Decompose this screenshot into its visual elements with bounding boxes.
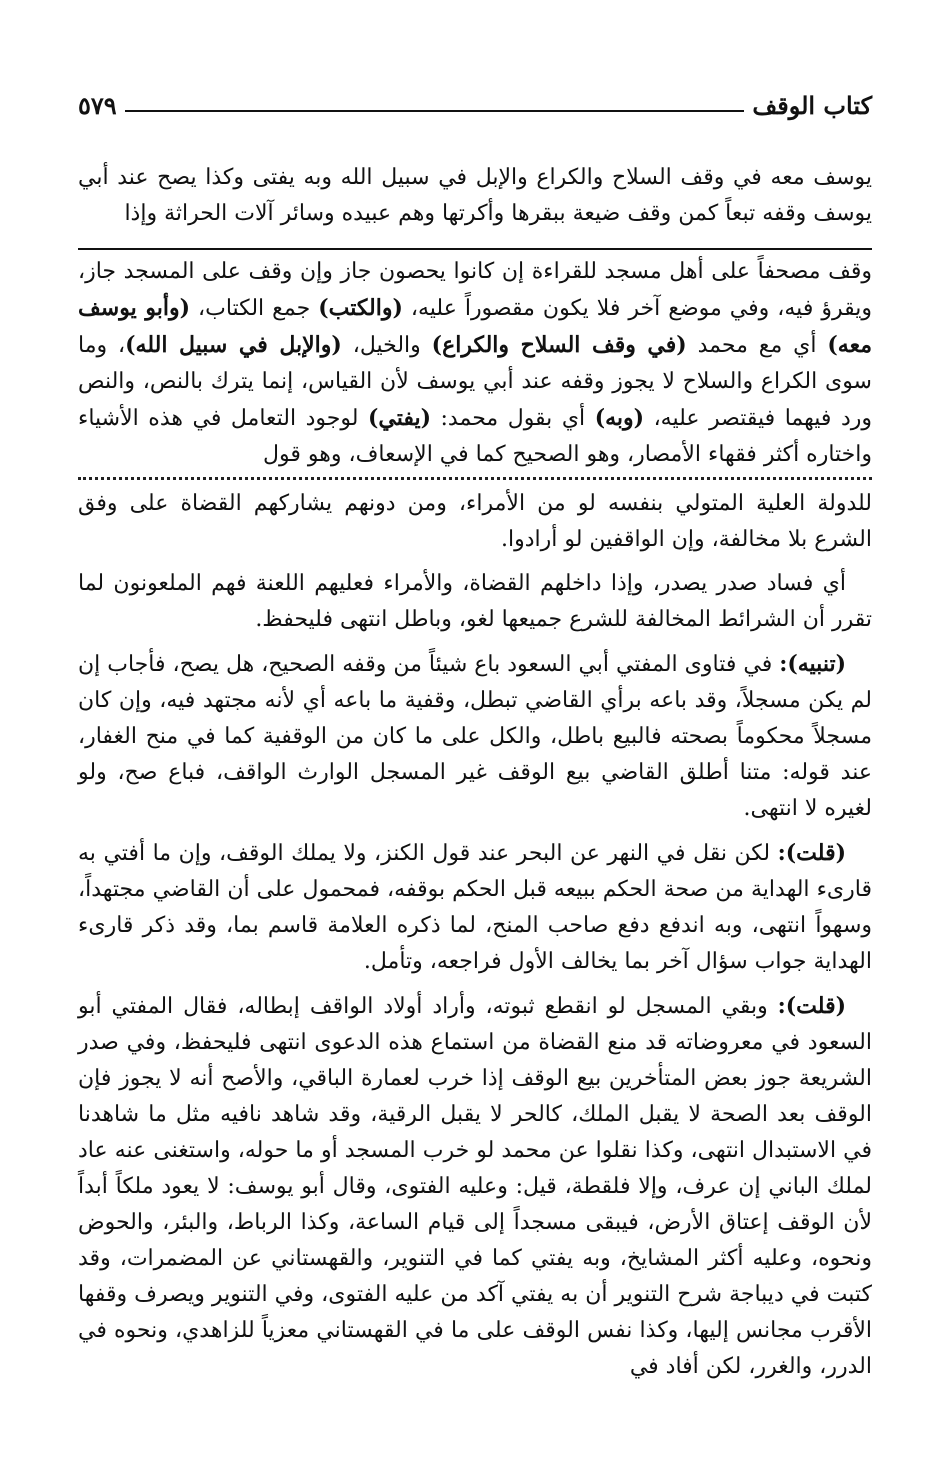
sharh-seg-3: أي مع محمد	[686, 333, 828, 358]
sharh-seg-5: ، وما سوى الكراع والسلاح لا يجوز وقفه عند أبي يوسف لأن القياس، إنما يترك بالنص، والنص ورد فيهما فيقتصر عليه،	[78, 333, 872, 431]
takmila-section	[78, 486, 872, 1385]
sharh-keyword-6: (يفتي)	[367, 405, 431, 431]
sharh-seg-4: والخيل،	[341, 333, 432, 358]
sharh-text	[78, 254, 872, 473]
header-rule	[125, 110, 745, 112]
qultu-heading-2: (قلت):	[777, 993, 846, 1019]
book-page	[78, 82, 872, 1393]
sharh-seg-1: وقف مصحفاً على أهل مسجد للقراءة إن كانوا يحصون جاز وإن وقف على المسجد جاز، ويقرؤ فيه، وفي موضع آخر فلا يكون مقصوراً عليه،	[78, 259, 872, 321]
takmila-paragraph-5	[78, 988, 872, 1385]
takmila-paragraph-1: للدولة العلية المتولي بنفسه لو من الأمراء، ومن دونهم يشاركهم القضاة على وفق الشرع بلا مخالفة، وإن الواقفين لو أرادوا.	[78, 491, 872, 552]
takmila-paragraph-3-body: في فتاوى المفتي أبي السعود باع شيئاً من وقفه الصحيح، هل يصح، فأجاب إن لم يكن مسجلاً، وقد باعه برأي القاضي تبطل، وقفية ما باعه أي لأنه مجتهد فيه، وإن كان مسجلاً محكوماً بصحته فالبيع باطل، والكل على ما كان من الوقفية كما في منح الغفار، عند قوله: متنا أطلق القاضي بيع الوقف غير المسجل الوارث الواقف، فباع صح، ولو لغيره لا انتهى.	[78, 652, 872, 821]
sharh-seg-2: جمع الكتاب،	[190, 296, 319, 321]
takmila-paragraph-3	[78, 646, 872, 827]
qultu-heading-1: (قلت):	[777, 840, 846, 866]
sharh-keyword-5: (وبه)	[594, 405, 645, 431]
sharh-keyword-4: (والإبل في سبيل الله)	[125, 332, 342, 358]
takmila-paragraph-2: أي فساد صدر يصدر، وإذا داخلهم القضاة، والأمراء فعليهم اللعنة فهم الملعونون لما تقرر أن الشرائط المخالفة للشرع جميعها لغو، وباطل انتهى فليحفظ.	[78, 571, 872, 632]
sharh-seg-6: أي بقول محمد:	[431, 406, 595, 431]
page-header	[78, 82, 872, 118]
sharh-divider-dotted	[78, 477, 872, 480]
sharh-keyword-2: (وأبو يوسف معه)	[78, 295, 872, 358]
sharh-keyword-1: (والكتب)	[318, 295, 403, 321]
tanbih-heading: (تنبيه):	[779, 651, 846, 677]
matn-text: يوسف معه في وقف السلاح والكراع والإبل في سبيل الله وبه يفتى وكذا يصح عند أبي يوسف وقفه تبعاً كمن وقف ضيعة ببقرها وأكرتها وهم عبيده وسائر آلات الحراثة وإذا	[78, 165, 872, 226]
running-title: كتاب الوقف	[752, 91, 872, 120]
page-number: ٥٧٩	[78, 91, 117, 120]
takmila-paragraph-4-body: لكن نقل في النهر عن البحر عند قول الكنز، ولا يملك الوقف، وإن ما أفتي به قارىء الهداية من صحة الحكم ببيعه قبل الحكم بوقفه، فمحمول على أن القاضي مجتهداً، وسهواً انتهى، وبه اندفع دفع صاحب المنح، لما ذكره العلامة قاسم بما، وقد ذكر قارىء الهداية جواب سؤال آخر بما يخالف الأول فراجعه، وتأمل.	[78, 841, 872, 974]
matn-divider-rule	[78, 248, 872, 250]
takmila-paragraph-5-body: وبقي المسجل لو انقطع ثبوته، وأراد أولاد الواقف إبطاله، فقال المفتي أبو السعود في معروضاته قد منع القضاة من استماع هذه الدعوى انتهى فليحفظ، وفي صدر الشريعة جوز بعض المتأخرين بيع الوقف إذا خرب لعمارة الباقي، والأصح أنه لا يجوز فإن الوقف بعد الصحة لا يقبل الملك، كالحر لا يقبل الرقية، وقد شاهد نافيه مثل ما شاهدنا في الاستبدال انتهى، وكذا نقلوا عن محمد لو خرب المسجد أو ما حوله، واستغنى عنه عاد لملك الباني إن عرف، وإلا فلقطة، قيل: وعليه الفتوى، وقال أبو يوسف: لا يعود ملكاً أبداً لأن الوقف إعتاق الأرض، فيبقى مسجداً إلى قيام الساعة، وكذا الرباط، والبئر، والحوض ونحوه، وعليه أكثر المشايخ، وبه يفتي كما في التنوير، والقهستاني عن المضمرات، وقد كتبت في ديباجة شرح التنوير أن به يفتي آكد من عليه الفتوى، وفي التنوير ويصرف وقفها الأقرب مجانس إليها، وكذا نفس الوقف على ما في القهستاني معزياً للزاهدي، ونحوه في الدرر، والغرر، لكن أفاد في	[78, 994, 872, 1379]
takmila-paragraph-4	[78, 835, 872, 980]
sharh-keyword-3: (في وقف السلاح والكراع)	[431, 332, 687, 358]
sharh-seg-7: لوجود التعامل في هذه الأشياء واختاره أكثر فقهاء الأمصار، وهو الصحيح كما في الإسعاف، وهو قول	[78, 406, 872, 467]
